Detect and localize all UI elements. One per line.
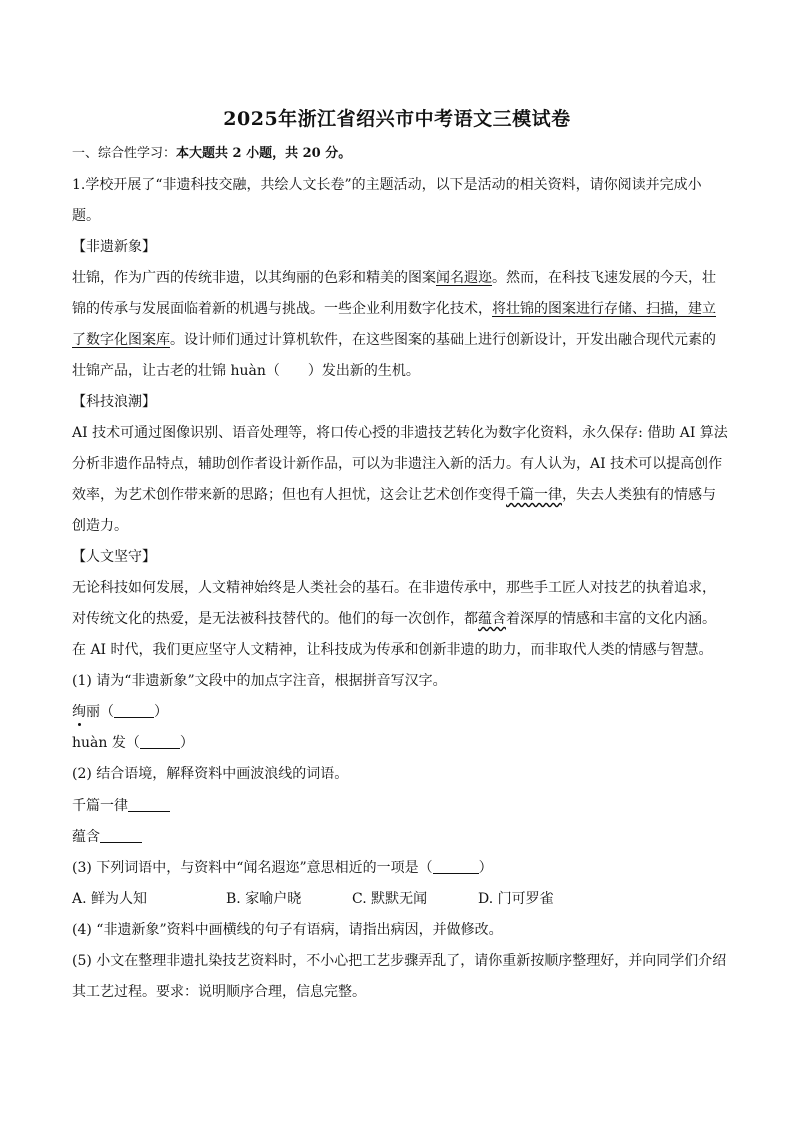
- part1-line2: [72, 300, 722, 318]
- sub2-item1: [72, 797, 722, 815]
- part1-heading: 【非遗新象】: [72, 239, 156, 255]
- part3-line2: [72, 610, 722, 628]
- page-title: 2025年浙江省绍兴市中考语文三模试卷: [223, 108, 571, 130]
- underlined-sentence-part2: 了数字化图案库: [72, 332, 170, 348]
- sub3-prompt-text: (3) 下列词语中，与资料中“闻名遐迩”意思相近的一项是（: [72, 860, 433, 876]
- part1-line1: [72, 269, 722, 287]
- sub4-prompt: (4) “非遗新象”资料中画横线的句子有语病，请指出病因，并做修改。: [72, 922, 503, 938]
- option-a[interactable]: A. 鲜为人知: [72, 891, 148, 907]
- emphasis-dot-icon: [78, 723, 81, 726]
- section-heading-bold: 本大题共 2 小题，共 20 分。: [176, 146, 352, 161]
- q1-intro-line1: 1.学校开展了“非遗科技交融，共绘人文长卷”的主题活动，以下是活动的相关资料，请你阅读并完成小: [72, 177, 702, 193]
- underlined-sentence-part1: 将壮锦的图案进行存储、扫描，建立: [492, 301, 716, 317]
- answer-blank-1[interactable]: [114, 703, 154, 718]
- option-c[interactable]: C. 默默无闻: [352, 891, 428, 907]
- part3-line3: 在 AI 时代，我们更应坚守人文精神，让科技成为传承和创新非遗的助力，而非取代人类的情感与智慧。: [72, 642, 713, 658]
- sub3-prompt-close: ）: [478, 860, 493, 876]
- part2-line3-text: 效率，为艺术创作带来新的思路；但也有人担忧，这会让艺术创作变得: [72, 487, 506, 503]
- sub1-item2-text: huàn 发（: [72, 735, 140, 751]
- part2-line1: AI 技术可通过图像识别、语音处理等，将口传心授的非遗技艺转化为数字化资料，永久保存: 借助 AI 算法: [72, 425, 728, 441]
- part1-line2-text: 锦的传承与发展面临着新的机遇与挑战。一些企业利用数字化技术，: [72, 301, 492, 317]
- dotted-char: 绚: [72, 703, 86, 721]
- sub1-item2: [72, 734, 722, 752]
- sub1-item2-close: ）: [179, 735, 194, 751]
- wavy-phrase-qianpianyilv: 千篇一律: [506, 487, 562, 503]
- option-b[interactable]: B. 家喻户晓: [226, 891, 302, 907]
- part3-line2-text: 对传统文化的热爱，是无法被科技替代的。他们的每一次创作，都: [72, 611, 478, 627]
- part1-line3-rest: 。设计师们通过计算机软件，在这些图案的基础上进行创新设计，开发出融合现代元素的: [170, 332, 716, 348]
- part2-line3: [72, 486, 722, 504]
- sub2-item2: [72, 828, 722, 846]
- sub1-item1-text: 丽（: [86, 704, 114, 720]
- part2-line4: 创造力。: [72, 518, 128, 534]
- part1-line3: [72, 331, 722, 349]
- section-heading-prefix: 一、综合性学习：: [72, 146, 177, 161]
- part2-heading: 【科技浪潮】: [72, 394, 156, 410]
- answer-blank-3[interactable]: [128, 797, 170, 812]
- sub5-line2: 其工艺过程。要求：说明顺序合理，信息完整。: [72, 984, 366, 1000]
- part3-line1: 无论科技如何发展，人文精神始终是人类社会的基石。在非遗传承中，那些手工匠人对技艺的执着追求，: [72, 580, 716, 596]
- part3-line2-rest: 着深厚的情感和丰富的文化内涵。: [506, 611, 716, 627]
- part2-line2: 分析非遗作品特点，辅助创作者设计新作品，可以为非遗注入新的活力。有人认为，AI 技术可以提高创作: [72, 456, 723, 472]
- underlined-phrase: 闻名遐迩: [436, 270, 492, 286]
- part1-line1-rest: 。然而，在科技飞速发展的今天，壮: [492, 270, 716, 286]
- sub2-item1-label: 千篇一律: [72, 798, 128, 814]
- sub5-line1: (5) 小文在整理非遗扎染技艺资料时，不小心把工艺步骤弄乱了，请你重新按顺序整理好，并向同学们介绍: [72, 953, 727, 969]
- sub1-item1: [72, 703, 722, 721]
- part1-line4: 壮锦产品，让古老的壮锦 huàn（ ）发出新的生机。: [72, 363, 420, 379]
- part2-line3-rest: ，失去人类独有的情感与: [562, 487, 716, 503]
- sub2-item2-label: 蕴含: [72, 829, 100, 845]
- answer-blank-2[interactable]: [140, 734, 180, 749]
- sub1-item1-close: ）: [154, 704, 168, 720]
- answer-blank-4[interactable]: [100, 828, 142, 843]
- sub3-prompt: [72, 859, 722, 877]
- part3-heading: 【人文坚守】: [72, 549, 156, 565]
- answer-blank-5[interactable]: [433, 859, 479, 874]
- sub3-options: [72, 890, 722, 908]
- section-heading: [72, 145, 722, 163]
- option-d[interactable]: D. 门可罗雀: [478, 891, 554, 907]
- sub1-prompt: (1) 请为“非遗新象”文段中的加点字注音，根据拼音写汉字。: [72, 673, 447, 689]
- part1-line1-text: 壮锦，作为广西的传统非遗，以其绚丽的色彩和精美的图案: [72, 270, 436, 286]
- wavy-phrase-yunhan: 蕴含: [478, 611, 506, 627]
- sub2-prompt: (2) 结合语境，解释资料中画波浪线的词语。: [72, 766, 349, 782]
- q1-intro-line2: 题。: [72, 208, 100, 224]
